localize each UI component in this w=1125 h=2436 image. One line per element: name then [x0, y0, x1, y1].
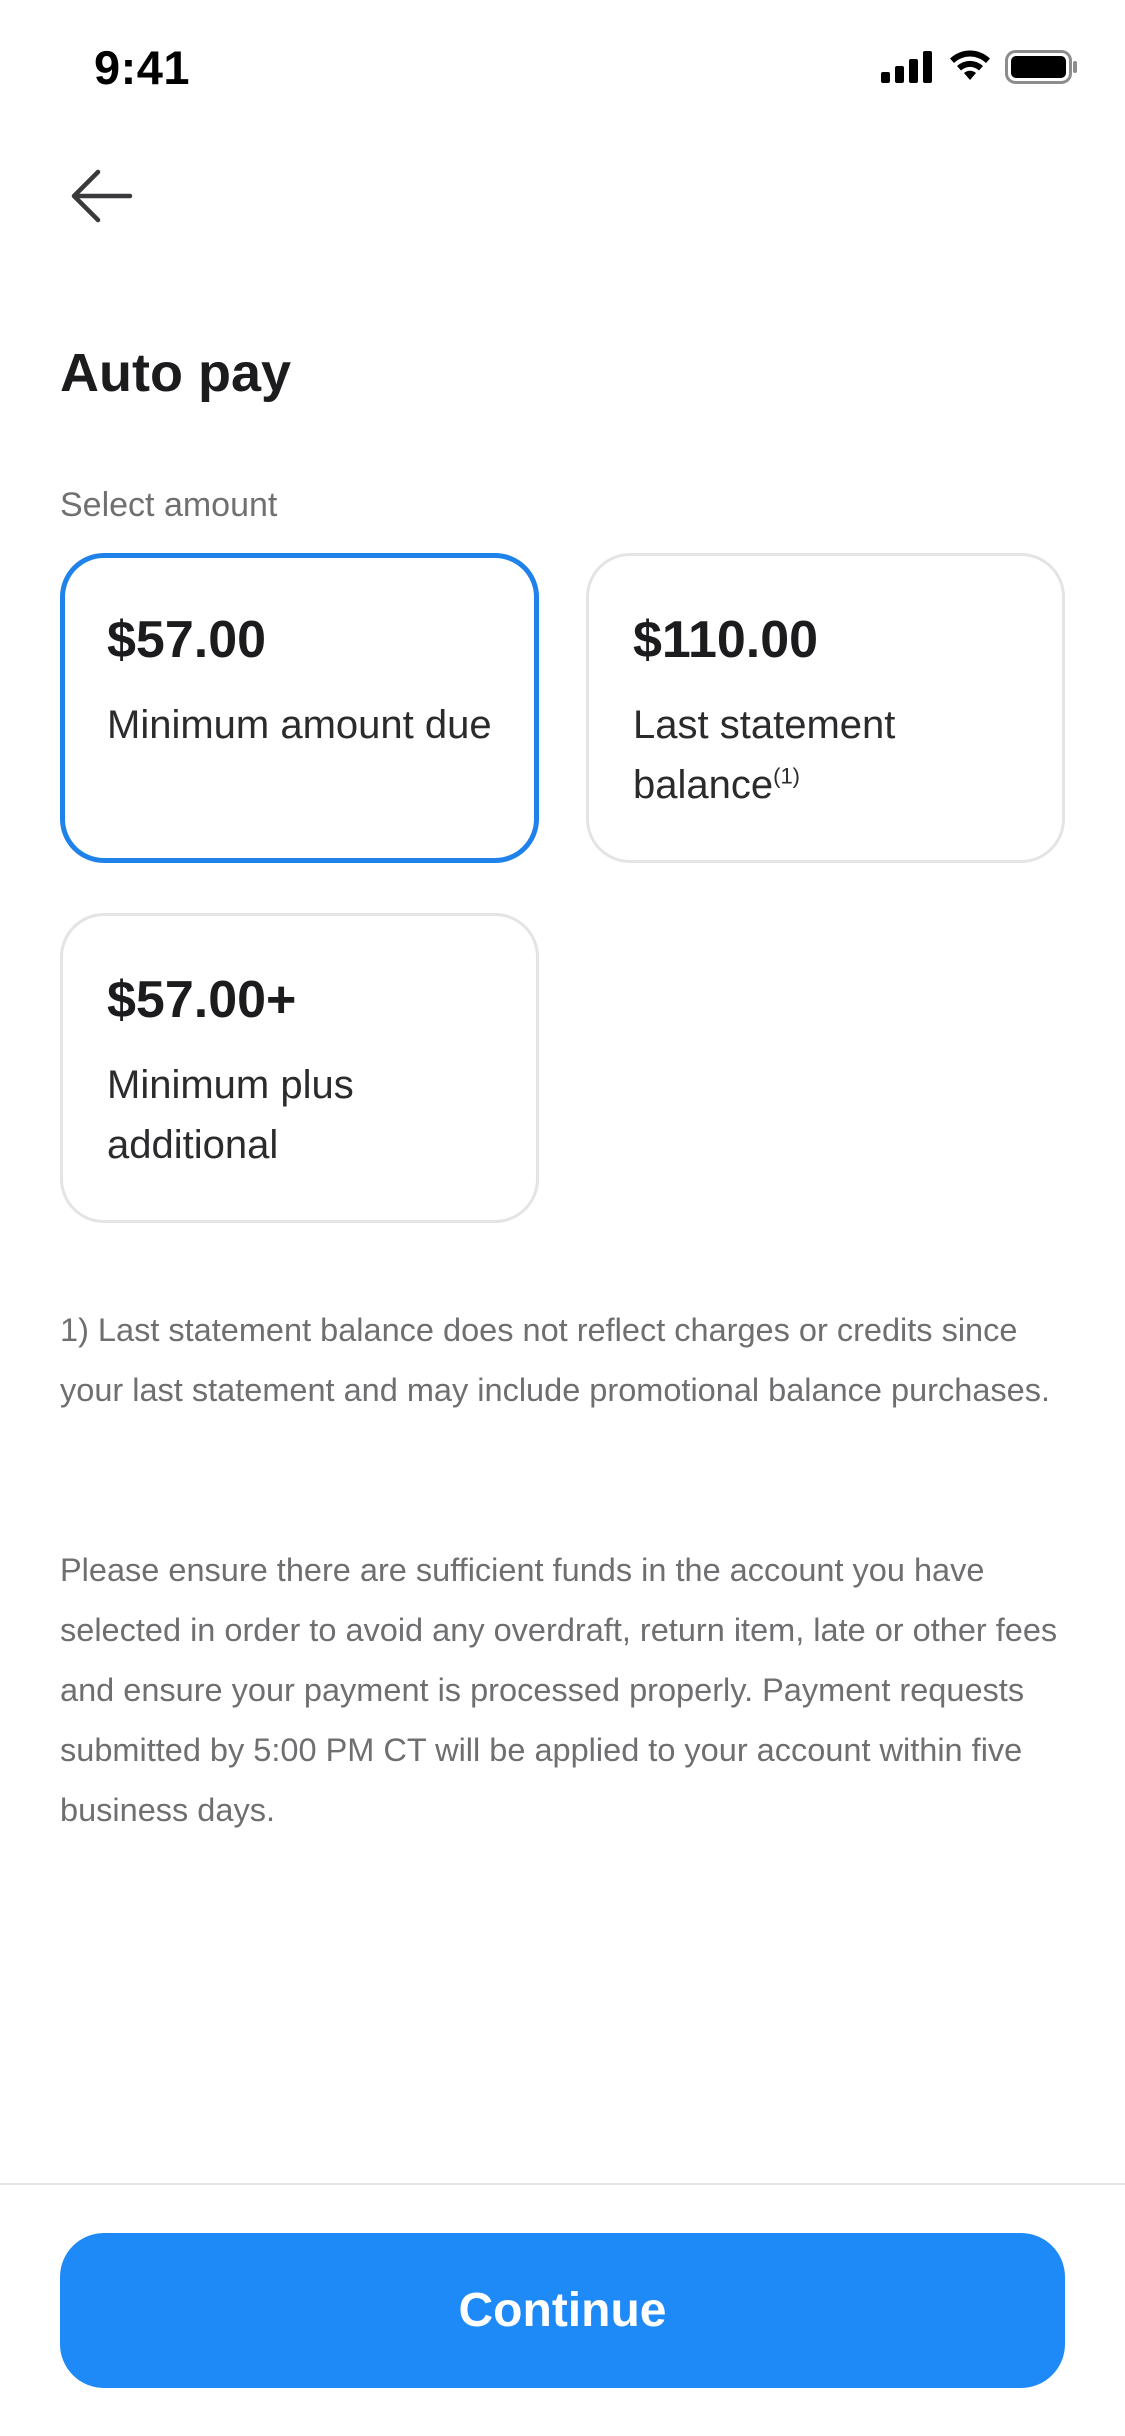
option-amount: $57.00 [107, 611, 267, 669]
status-icons [881, 50, 1079, 89]
option-description-wrapper [633, 695, 1018, 815]
continue-button[interactable]: Continue [60, 2233, 1065, 2388]
option-amount: $57.00+ [107, 971, 297, 1029]
option-amount: $110.00 [633, 611, 819, 669]
amount-option-minimum-plus-additional[interactable] [60, 913, 539, 1223]
cellular-signal-icon [881, 51, 935, 88]
footnote-disclaimer: 1) Last statement balance does not reflect charges or credits since your last statement and may include promotional balance purchases. [60, 1312, 1050, 1408]
arrow-left-icon [68, 168, 134, 229]
option-description: Minimum plus additional [107, 1063, 354, 1168]
status-time: 9:41 [94, 41, 191, 94]
option-description: Minimum amount due [107, 703, 492, 748]
battery-icon [1005, 50, 1079, 89]
select-amount-label: Select amount [60, 486, 278, 524]
wifi-icon [947, 50, 993, 89]
back-button[interactable] [56, 158, 146, 238]
footer-divider [0, 2183, 1125, 2185]
amount-option-last-statement-balance[interactable] [586, 553, 1065, 863]
footnote-marker: (1) [773, 763, 801, 789]
status-bar [0, 0, 1125, 132]
amount-option-minimum-due[interactable] [60, 553, 539, 863]
page-title: Auto pay [60, 343, 292, 403]
option-description: Last statement balance [633, 703, 896, 808]
funds-notice: Please ensure there are sufficient funds in the account you have selected in order to avoid any overdraft, return item, late or other fees and ensure your payment is processed properly. Payment requests submitted by 5:00 PM CT will be applied to your account within five business days. [60, 1552, 1058, 1828]
